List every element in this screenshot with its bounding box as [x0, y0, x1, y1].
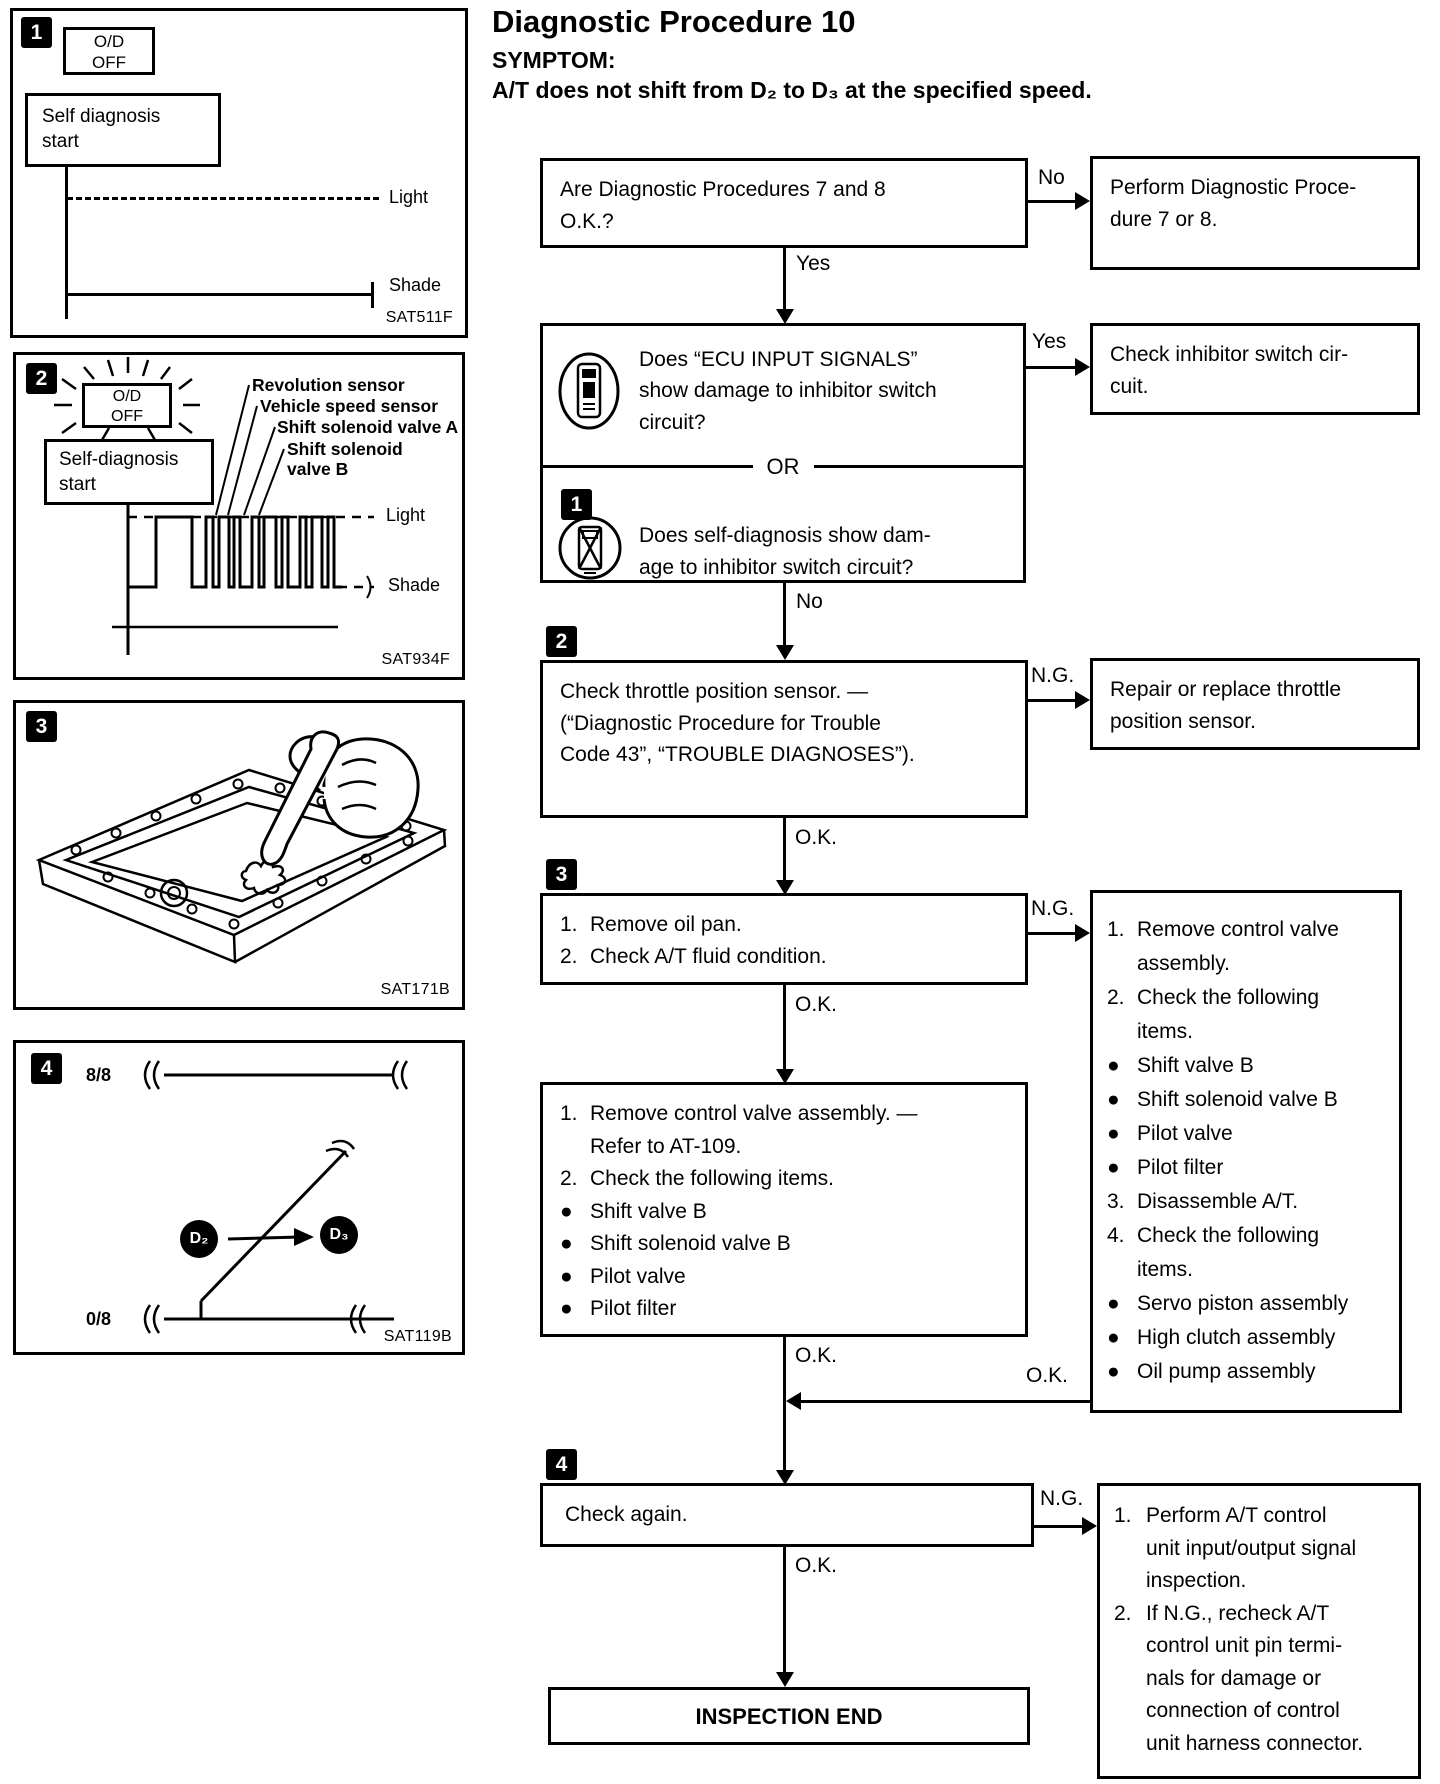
figure-1-self-diagnosis-steady: [10, 8, 468, 338]
s4-item-4: ● Shift solenoid valve B: [560, 1232, 791, 1256]
od-off-indicator: [63, 27, 155, 75]
q2-badge: 1: [561, 489, 592, 520]
figure-2-code: SAT934F: [381, 651, 450, 668]
r4-item-5: ● Pilot valve: [1107, 1122, 1233, 1146]
s4-item-5: ● Pilot valve: [560, 1264, 686, 1288]
step-4-badge: 4: [546, 1449, 577, 1480]
r4-item-4: ● Shift solenoid valve B: [1107, 1088, 1338, 1112]
od-off-line1: O/D: [112, 388, 142, 405]
flow-box-repair-throttle-sensor: [1090, 658, 1420, 750]
connector-yes-2: [1026, 366, 1077, 369]
arrowhead-ng-3: [1082, 1517, 1097, 1535]
light-level-line: [67, 197, 379, 200]
step-2-badge: 2: [546, 626, 577, 657]
ok-label-1: O.K.: [795, 826, 838, 849]
figure-1-code: SAT511F: [385, 309, 453, 326]
yes-label-2: Yes: [1032, 330, 1067, 353]
shade-label: Shade: [389, 275, 442, 295]
arrowhead-ok-4: [786, 1392, 801, 1410]
ng-label-3: N.G.: [1040, 1487, 1084, 1510]
connector-ng-2: [1028, 932, 1077, 935]
r5-item-2: 2. If N.G., recheck A/T control unit pin termi- nals for damage or connection of control unit harness connector.: [1114, 1601, 1364, 1755]
connector-no-2: [783, 583, 786, 647]
q2-b-line1: Does self-diagnosis show dam-: [639, 524, 931, 547]
r4-item-1: 1. Remove control valve assembly.: [1107, 918, 1339, 976]
flow-box-remove-control-valve: [540, 1082, 1028, 1337]
shade-tick: [371, 282, 374, 308]
flow-box-perform-procedure-7-8: [1090, 156, 1420, 270]
s4-item-3: ● Shift valve B: [560, 1199, 707, 1223]
r3-line1: Repair or replace throttle: [1110, 678, 1342, 701]
ok-label-4: O.K.: [1026, 1364, 1069, 1387]
flow-box-check-inhibitor-switch: [1090, 323, 1420, 415]
d2-gear-marker: D₂: [180, 1220, 218, 1258]
self-diagnosis-line2: start: [59, 473, 96, 495]
arrowhead-ok-5: [776, 1672, 794, 1687]
callout-revolution-sensor: Revolution sensor: [252, 375, 405, 395]
s2-line2: (“Diagnostic Procedure for Trouble: [560, 711, 881, 735]
or-label: OR: [766, 454, 800, 479]
figure-4-shift-pattern: [13, 1040, 465, 1355]
or-divider: [543, 450, 1023, 483]
figure-4-code: SAT119B: [383, 1328, 452, 1345]
page-title: Diagnostic Procedure 10: [492, 4, 856, 39]
figure-2-self-diagnosis-pulses: [13, 352, 465, 680]
callout-shift-solenoid-valve-b-1: Shift solenoid: [287, 439, 403, 459]
r4-item-8: 4. Check the following items.: [1107, 1224, 1320, 1282]
flow-box-at-control-unit-inspection: [1097, 1483, 1421, 1779]
od-off-line2: OFF: [111, 408, 143, 425]
light-label: Light: [386, 505, 426, 525]
symptom-text: A/T does not shift from D₂ to D₃ at the specified speed.: [492, 77, 1092, 103]
shade-label: Shade: [388, 575, 441, 595]
connector-ok-5: [783, 1547, 786, 1674]
s4-item-6: ● Pilot filter: [560, 1297, 677, 1321]
connector-ng-3: [1034, 1525, 1084, 1528]
arrowhead-yes-1: [776, 309, 794, 324]
shade-level-line: [67, 293, 373, 296]
figure-3-oil-pan-check: [13, 700, 465, 1010]
throttle-0-8-label: 0/8: [86, 1309, 112, 1329]
self-diagnosis-start-box: [44, 439, 214, 505]
flow-box-check-again: [540, 1483, 1034, 1547]
q2-a-line1: Does “ECU INPUT SIGNALS”: [639, 347, 918, 371]
r4-item-11: ● Oil pump assembly: [1107, 1360, 1316, 1384]
r1-line1: Perform Diagnostic Proce-: [1110, 176, 1357, 199]
q1-line1: Are Diagnostic Procedures 7 and 8: [560, 178, 886, 201]
connector-ng-1: [1028, 699, 1077, 702]
self-diagnosis-line2: start: [42, 130, 79, 152]
r3-line2: position sensor.: [1110, 709, 1256, 733]
s2-line1: Check throttle position sensor. —: [560, 680, 869, 703]
step-3-badge: 3: [546, 859, 577, 890]
ok-label-3: O.K.: [795, 1344, 838, 1367]
s4-item-1: 1. Remove control valve assembly. — Refer to AT-109.: [560, 1102, 918, 1158]
q2-b-line2: age to inhibitor switch circuit?: [639, 555, 914, 579]
oil-pan-illustration: [24, 725, 460, 991]
ok-label-5: O.K.: [795, 1554, 838, 1577]
connector-ok-1: [783, 818, 786, 882]
r4-item-3: ● Shift valve B: [1107, 1054, 1254, 1078]
ok-label-2: O.K.: [795, 993, 838, 1016]
r4-item-9: ● Servo piston assembly: [1107, 1292, 1349, 1316]
arrowhead-yes-2: [1075, 358, 1090, 376]
connector-yes-1: [783, 248, 786, 312]
no-label-2: No: [796, 590, 823, 613]
connector-no-1: [1028, 200, 1077, 203]
yes-label-1: Yes: [796, 252, 831, 275]
throttle-8-8-label: 8/8: [86, 1065, 112, 1085]
self-diagnosis-start-box: [25, 93, 221, 167]
fluid-splotch: [242, 861, 285, 893]
flow-box-check-throttle-sensor: [540, 660, 1028, 818]
no-consult-icon: [557, 515, 623, 581]
light-label: Light: [389, 187, 429, 207]
s5-text: Check again.: [565, 1503, 688, 1527]
od-off-indicator-flashing: [82, 383, 172, 428]
self-diagnosis-line1: Self diagnosis: [42, 106, 161, 127]
ng-label-1: N.G.: [1031, 664, 1075, 687]
q2-a-line3: circuit?: [639, 410, 706, 434]
od-off-line2: OFF: [92, 53, 126, 73]
figure-3-badge: 3: [26, 711, 57, 742]
connector-ok-4: [799, 1400, 1090, 1403]
r1-line2: dure 7 or 8.: [1110, 207, 1218, 231]
callout-shift-solenoid-valve-a: Shift solenoid valve A: [277, 417, 459, 437]
r2-line1: Check inhibitor switch cir-: [1110, 343, 1349, 366]
figure-3-code: SAT171B: [380, 981, 450, 998]
s4-item-2: 2. Check the following items.: [560, 1167, 834, 1191]
figure-1-badge: 1: [21, 17, 52, 48]
flow-box-control-valve-disassemble: [1090, 890, 1402, 1413]
figure-2-badge: 2: [26, 363, 57, 394]
callout-vehicle-speed-sensor: Vehicle speed sensor: [260, 396, 439, 416]
consult-icon: [557, 351, 621, 431]
connector-ok-2: [783, 985, 786, 1071]
od-off-line1: O/D: [93, 32, 125, 51]
arrowhead-no-2: [776, 645, 794, 660]
callout-shift-solenoid-valve-b-2: valve B: [287, 459, 349, 479]
r2-line2: cuit.: [1110, 374, 1149, 398]
arrowhead-no-1: [1075, 192, 1090, 210]
flow-box-inhibitor-question: [540, 323, 1026, 583]
r4-item-2: 2. Check the following items.: [1107, 986, 1320, 1044]
d3-gear-marker: D₃: [320, 1216, 358, 1254]
arrowhead-ng-2: [1075, 924, 1090, 942]
r4-item-7: 3. Disassemble A/T.: [1107, 1190, 1299, 1214]
arrowhead-ng-1: [1075, 691, 1090, 709]
r4-item-10: ● High clutch assembly: [1107, 1326, 1336, 1350]
r4-item-6: ● Pilot filter: [1107, 1156, 1224, 1180]
signal-baseline: [65, 167, 68, 319]
flow-box-remove-oil-pan: [540, 893, 1028, 985]
ng-label-2: N.G.: [1031, 897, 1075, 920]
shift-pattern-graph: [16, 1043, 468, 1358]
s3-item-1: 1. Remove oil pan.: [560, 913, 742, 936]
hand-illustration: [262, 732, 418, 864]
q1-line2: O.K.?: [560, 209, 614, 233]
flow-box-diag-procedures-7-8: [540, 158, 1028, 248]
self-diagnosis-line1: Self-diagnosis: [59, 449, 179, 470]
s3-item-2: 2. Check A/T fluid condition.: [560, 944, 827, 968]
s2-line3: Code 43”, “TROUBLE DIAGNOSES”).: [560, 743, 915, 766]
r5-item-1: 1. Perform A/T control unit input/output signal inspection.: [1114, 1504, 1357, 1593]
symptom-label: SYMPTOM:: [492, 47, 616, 73]
no-label-1: No: [1038, 166, 1065, 189]
figure-4-badge: 4: [31, 1053, 62, 1084]
q2-a-line2: show damage to inhibitor switch: [639, 379, 937, 403]
flow-box-inspection-end: INSPECTION END: [548, 1687, 1030, 1745]
